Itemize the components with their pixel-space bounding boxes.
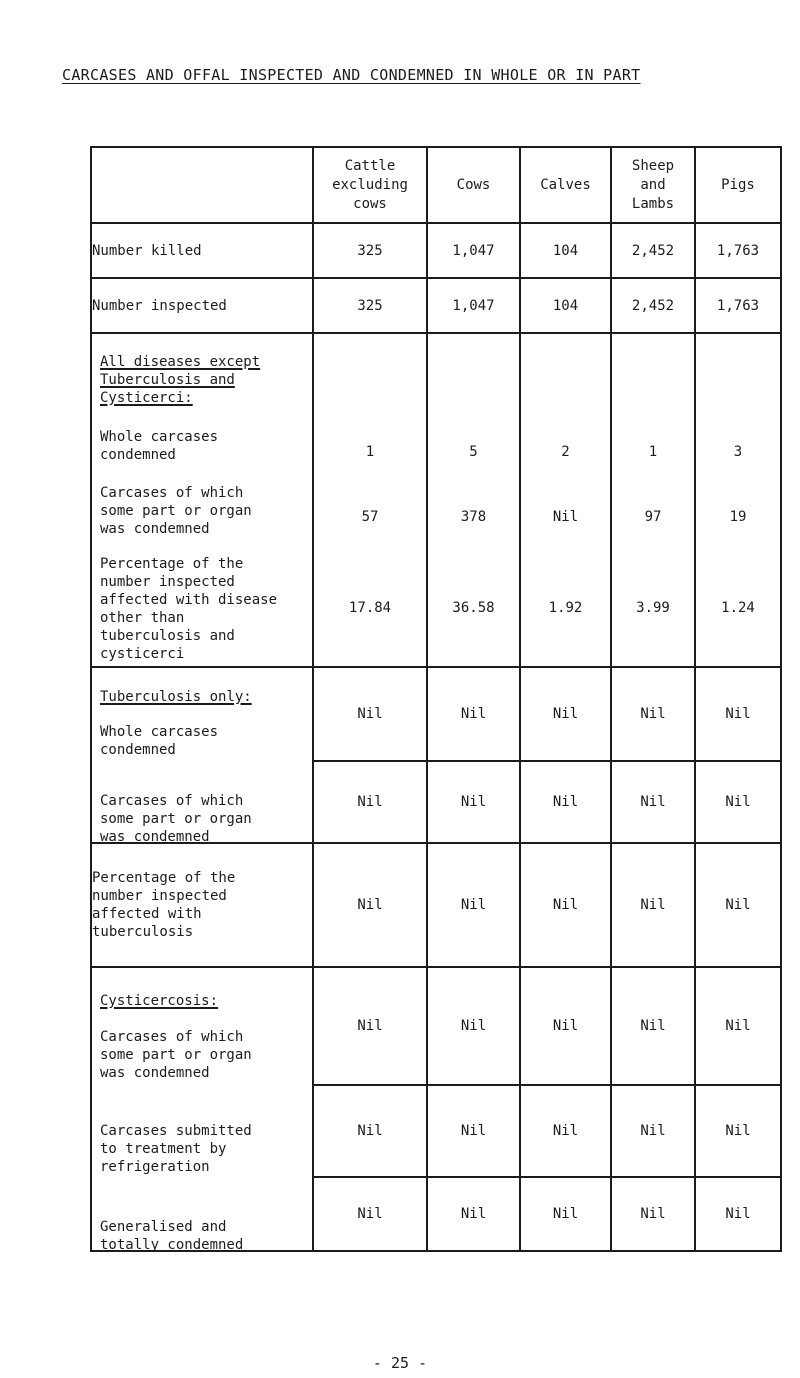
label-line: to treatment by [100, 1141, 227, 1157]
label-line: Percentage of the [92, 870, 236, 886]
header-line: Pigs [721, 176, 755, 193]
section-heading [100, 353, 260, 407]
cell-value: Nil [520, 761, 611, 843]
label-percentage [91, 843, 313, 967]
cell-value: Nil [611, 1177, 695, 1251]
all-diseases-sheep [611, 333, 695, 667]
all-diseases-cows [427, 333, 520, 667]
column-header-sheep [611, 147, 695, 223]
label-line: Percentage of the [100, 556, 244, 572]
row-tb-percentage [91, 843, 781, 967]
page-number: - 25 - [372, 1354, 428, 1372]
cell-value: 97 [644, 509, 662, 525]
label-line: some part or organ [100, 503, 252, 519]
cell-value: 1,047 [427, 223, 520, 278]
cell-value: Nil [611, 1085, 695, 1177]
section-heading: Cysticercosis: [100, 993, 219, 1009]
all-diseases-labels [91, 333, 313, 667]
inspection-table [90, 146, 782, 1252]
label-line: totally condemned [100, 1237, 244, 1253]
label-percentage [100, 555, 277, 663]
header-line: Lambs [631, 195, 675, 212]
label-line: refrigeration [100, 1159, 210, 1175]
header-line: and [640, 176, 666, 193]
cell-value: 2 [561, 444, 570, 460]
column-header-cows [427, 147, 520, 223]
cell-value: 1 [365, 444, 375, 460]
label-part-condemned [100, 792, 252, 846]
cell-value: Nil [695, 761, 781, 843]
cell-value: 104 [520, 223, 611, 278]
column-header-calves [520, 147, 611, 223]
header-line: Calves [540, 176, 591, 193]
cell-value: Nil [427, 843, 520, 967]
heading-line: Tuberculosis and [100, 372, 235, 388]
cell-value: 36.58 [452, 600, 495, 616]
label-line: tuberculosis and [100, 628, 235, 644]
label-line: some part or organ [100, 1047, 252, 1063]
label-whole-carcases [100, 723, 218, 759]
cell-value: Nil [695, 667, 781, 761]
cell-value: 1.24 [721, 600, 755, 616]
cell-value: Nil [611, 843, 695, 967]
cell-value: Nil [427, 1177, 520, 1251]
cell-value: Nil [427, 967, 520, 1085]
cell-value: 2,452 [611, 278, 695, 333]
label-line: Whole carcases [100, 429, 219, 445]
cell-value: 1,763 [695, 278, 781, 333]
row-label: Number inspected [91, 278, 313, 333]
row-label: Number killed [91, 223, 313, 278]
header-line: excluding [332, 176, 408, 193]
column-header-cattle [313, 147, 427, 223]
label-line: number inspected [92, 888, 227, 904]
cell-value: 325 [313, 223, 427, 278]
cell-value: 104 [520, 278, 611, 333]
cell-value: Nil [313, 843, 427, 967]
row-cyst-part [91, 967, 781, 1085]
corner-cell [91, 147, 313, 223]
label-line: number inspected [100, 574, 235, 590]
header-line: Cows [456, 176, 491, 193]
cell-value: 1.92 [548, 600, 583, 616]
label-line: condemned [100, 447, 176, 463]
cell-value: 19 [729, 509, 747, 525]
cell-value: 17.84 [348, 600, 392, 616]
cell-value: Nil [520, 967, 611, 1085]
label-whole-carcases [100, 428, 218, 464]
all-diseases-pigs [695, 333, 781, 667]
cell-value: 3 [733, 444, 743, 460]
column-header-pigs [695, 147, 781, 223]
label-line: affected with [92, 906, 202, 922]
cell-value: Nil [611, 667, 695, 761]
cell-value: Nil [695, 843, 781, 967]
cell-value: 378 [460, 509, 487, 525]
section-heading: Tuberculosis only: [100, 689, 252, 705]
label-line: Carcases of which [100, 793, 244, 809]
cell-value: Nil [552, 509, 579, 525]
label-line: Carcases of which [100, 1029, 244, 1045]
cell-value: 3.99 [636, 600, 670, 616]
label-line: cysticerci [100, 646, 185, 662]
cell-value: Nil [427, 667, 520, 761]
cell-value: 1 [648, 444, 658, 460]
label-line: condemned [100, 742, 176, 758]
cell-value: Nil [313, 667, 427, 761]
cell-value: Nil [313, 761, 427, 843]
cell-value: Nil [520, 1177, 611, 1251]
all-diseases-cattle [313, 333, 427, 667]
label-line: other than [100, 610, 185, 626]
page-title: CARCASES AND OFFAL INSPECTED AND CONDEMNED IN WHOLE OR IN PART [62, 66, 641, 84]
label-line: was condemned [100, 521, 210, 537]
header-line: Sheep [631, 157, 675, 174]
label-line: affected with disease [100, 592, 278, 608]
row-number-inspected [91, 278, 781, 333]
label-part-condemned [100, 1028, 252, 1082]
cell-value: Nil [427, 761, 520, 843]
cell-value: Nil [313, 967, 427, 1085]
header-row [91, 147, 781, 223]
cell-value: Nil [520, 1085, 611, 1177]
header-line: Cattle [344, 157, 396, 174]
label-line: was condemned [100, 829, 210, 845]
section-all-diseases [91, 333, 781, 667]
cell-value: Nil [520, 667, 611, 761]
heading-line: Cysticerci: [100, 390, 193, 406]
cyst-labels [91, 967, 313, 1251]
cell-value: Nil [427, 1085, 520, 1177]
label-generalised [100, 1218, 243, 1254]
cell-value: 57 [361, 509, 379, 525]
cell-value: Nil [520, 843, 611, 967]
cell-value: Nil [695, 1085, 781, 1177]
cell-value: 5 [469, 444, 478, 460]
cell-value: Nil [313, 1085, 427, 1177]
label-line: Carcases submitted [100, 1123, 252, 1139]
label-line: tuberculosis [92, 924, 194, 940]
cell-value: Nil [611, 967, 695, 1085]
heading-line: All diseases except [100, 354, 261, 370]
cell-value: Nil [611, 761, 695, 843]
cell-value: 1,763 [695, 223, 781, 278]
tb-labels [91, 667, 313, 843]
cell-value: Nil [695, 1177, 781, 1251]
label-line: some part or organ [100, 811, 252, 827]
label-line: Generalised and [100, 1219, 227, 1235]
label-line: was condemned [100, 1065, 210, 1081]
cell-value: 1,047 [427, 278, 520, 333]
label-part-condemned [100, 484, 252, 538]
header-line: cows [353, 195, 387, 212]
cell-value: 2,452 [611, 223, 695, 278]
row-tb-whole [91, 667, 781, 761]
all-diseases-calves [520, 333, 611, 667]
cell-value: 325 [313, 278, 427, 333]
row-number-killed [91, 223, 781, 278]
cell-value: Nil [695, 967, 781, 1085]
cell-value: Nil [313, 1177, 427, 1251]
label-line: Whole carcases [100, 724, 219, 740]
label-refrigeration [100, 1122, 252, 1176]
label-line: Carcases of which [100, 485, 244, 501]
